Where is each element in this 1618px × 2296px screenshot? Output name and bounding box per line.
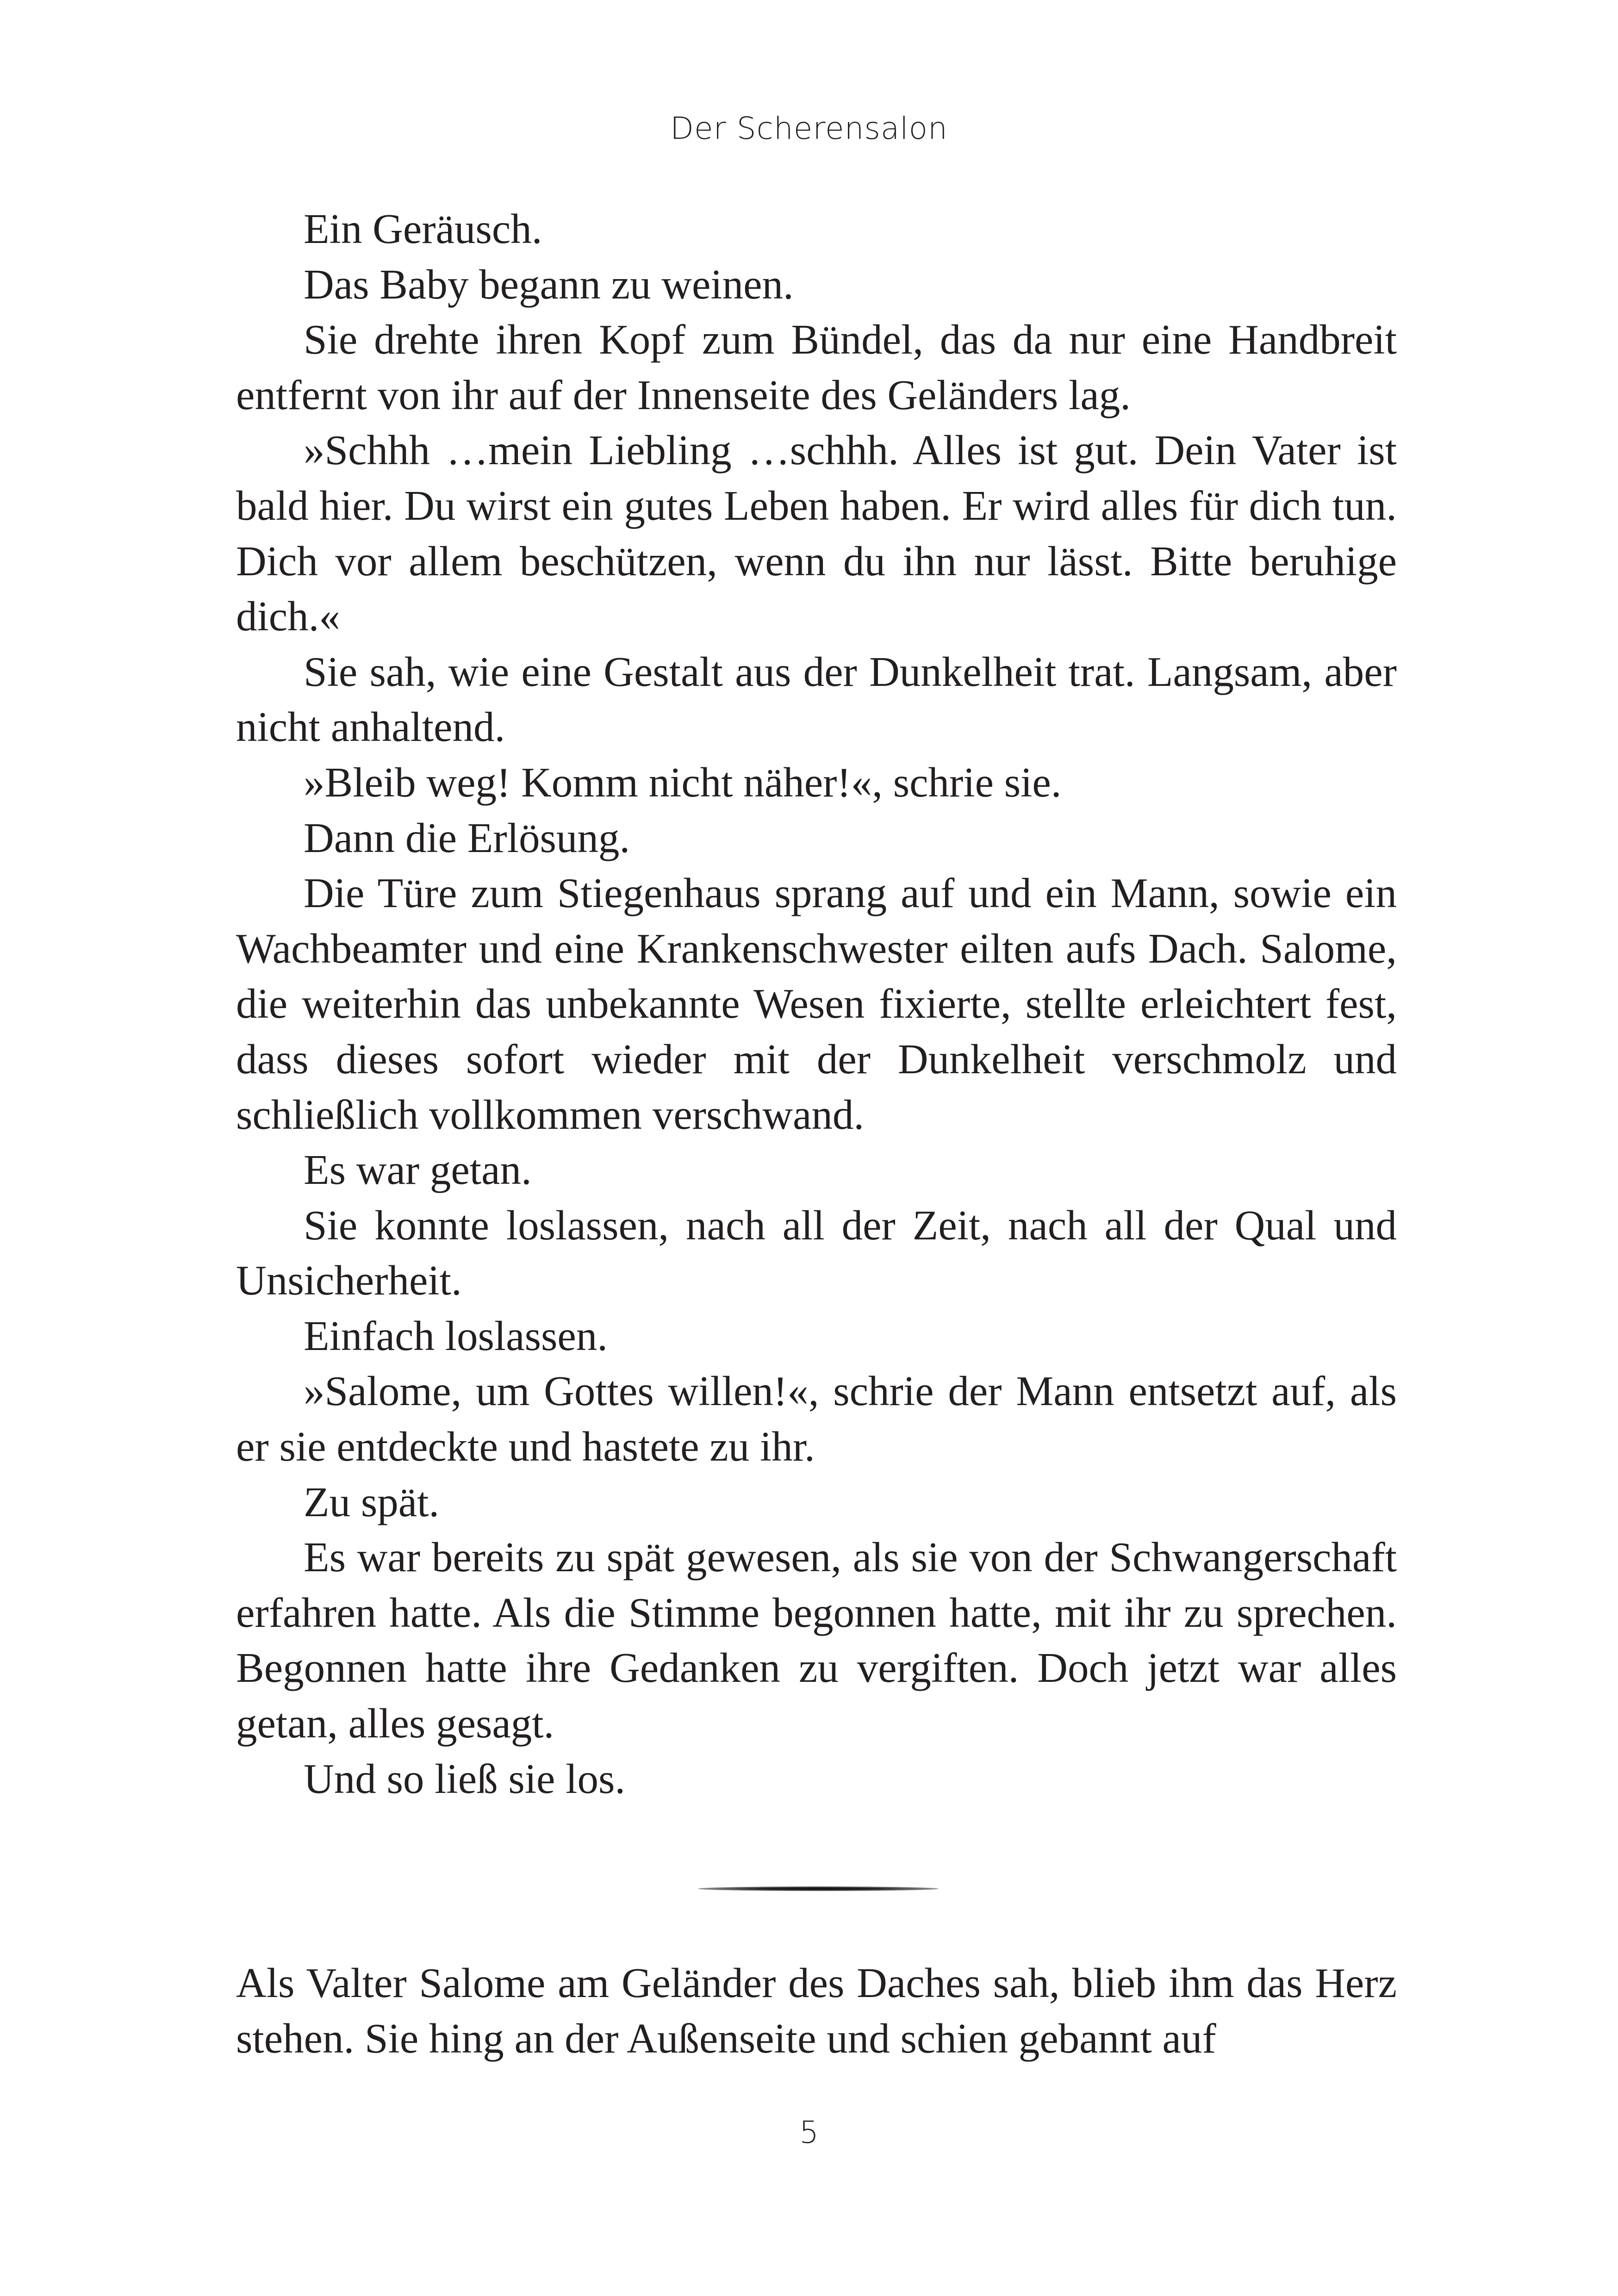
paragraph: Als Valter Salome am Geländer des Daches sah, blieb ihm das Herz stehen. Sie hing an der Außenseite und schien gebannt auf xyxy=(236,1960,1397,2062)
paragraph: »Salome, um Gottes willen!«, schrie der Mann entsetzt auf, als er sie entdeckte und hastete zu ihr. xyxy=(236,1368,1397,1470)
paragraph: Und so ließ sie los. xyxy=(304,1755,626,1802)
paragraph: Sie sah, wie eine Gestalt aus der Dunkelheit trat. Langsam, aber nicht anhaltend. xyxy=(236,648,1397,751)
paragraph: Sie konnte loslassen, nach all der Zeit, nach all der Qual und Unsicherheit. xyxy=(236,1201,1397,1304)
paragraph: Sie drehte ihren Kopf zum Bündel, das da nur eine Handbreit entfernt von ihr auf der Innenseite des Geländers lag. xyxy=(236,316,1397,418)
paragraph: Einfach loslassen. xyxy=(304,1312,608,1359)
section-divider xyxy=(698,1886,939,1891)
paragraph: Es war bereits zu spät gewesen, als sie von der Schwangerschaft erfahren hatte. Als die Stimme begonnen hatte, mit ihr zu sprechen. Begonnen hatte ihre Gedanken zu vergiften. Doch jetzt war alles getan, alles gesagt. xyxy=(236,1534,1397,1747)
body-text-continued xyxy=(236,1955,1397,2066)
paragraph: »Bleib weg! Komm nicht näher!«, schrie sie. xyxy=(304,759,1062,806)
page-number: 5 xyxy=(799,2115,819,2150)
paragraph: Dann die Erlösung. xyxy=(304,814,630,861)
paragraph: »Schhh …mein Liebling …schhh. Alles ist gut. Dein Vater ist bald hier. Du wirst ein gutes Leben haben. Er wird alles für dich tun. Dich vor allem beschützen, wenn du ihn nur lässt. Bitte beruhige dich.« xyxy=(236,427,1397,640)
paragraph: Ein Geräusch. xyxy=(304,205,542,252)
paragraph: Zu spät. xyxy=(304,1478,440,1525)
running-header: Der Scherensalon xyxy=(670,111,948,146)
paragraph: Es war getan. xyxy=(304,1146,532,1194)
body-text xyxy=(236,201,1397,1806)
paragraph: Die Türe zum Stiegenhaus sprang auf und ein Mann, sowie ein Wachbeamter und eine Krankenschwester eilten aufs Dach. Salome, die weiterhin das unbekannte Wesen fixierte, stellte erleichtert fest, dass dieses sofort wieder mit der Dunkelheit verschmolz und schließlich vollkommen verschwand. xyxy=(236,870,1397,1138)
paragraph: Das Baby begann zu weinen. xyxy=(304,261,794,308)
